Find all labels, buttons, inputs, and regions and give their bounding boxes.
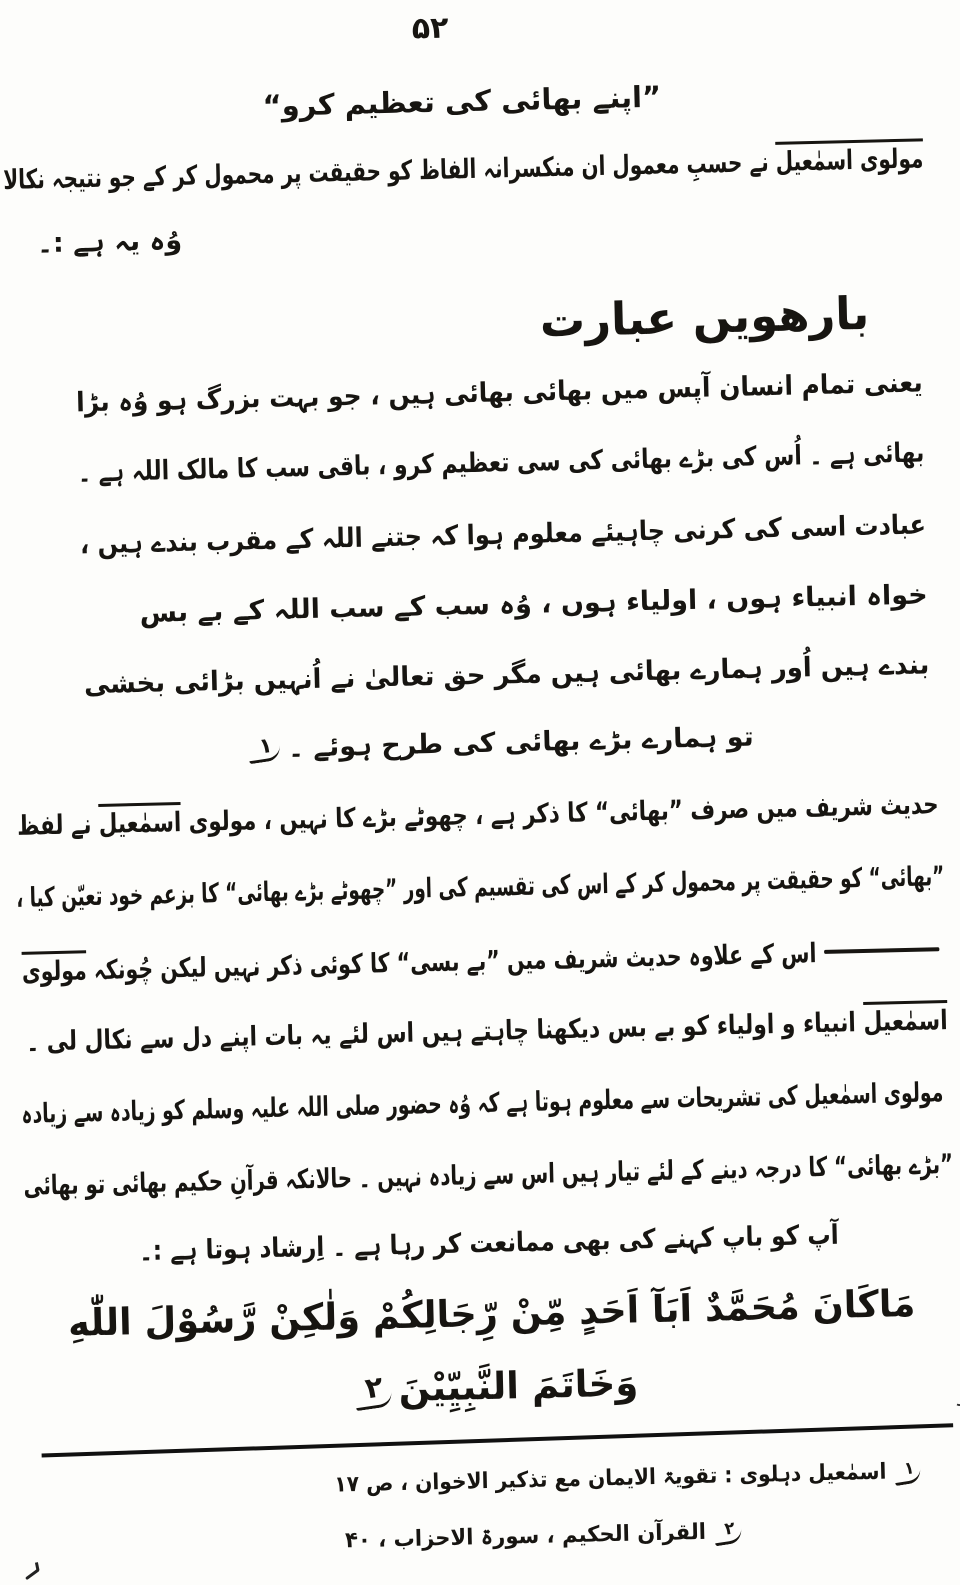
section-heading: بارھویں عبارت [539,286,870,348]
footnote-separator [42,1423,954,1457]
stray-mark [957,1392,960,1408]
commentary1-line-3a: اس کے علاوہ حدیث شریف میں ”بے بسی“ کا کوئی ذکر نہیں لیکن چُونکہ [86,938,817,987]
passage-line-6-text: تو ہمارے بڑے بھائی کی طرح ہوئے ۔ [287,721,755,764]
commentary2-line-2: ”بڑے بھائی“ کا درجہ دینے کے لئے تیار ہیں اس سے زیادہ نہیں ۔ حالانکہ قرآنِ حکیم بھائی تو بھائی [23,1148,954,1202]
passage-line-4: خواہ انبیاء ہوں ، اولیاء ہوں ، وُہ سب کے سب اللہ کے بے بس [139,579,928,629]
footnote-2-text: القرآن الحکیم ، سورۃ الاحزاب ، ۴۰ [344,1519,707,1554]
verse-line-2 [252,1354,733,1419]
commentary1-line-4b: انبیاء و اولیاء کو بے بس دیکھنا چاہتے ہیں اس لئے یہ بات اپنے دل سے نکال لی ۔ [25,1007,864,1058]
commentary2-line-1: مولوی اسمٰعیل کی تشریحات سے معلوم ہوتا ہے کہ وُہ حضور صلی اللہ علیہ وسلم کو زیادہ سے زیادہ [21,1077,944,1130]
verse-line-1: مَاكَانَ مُحَمَّدٌ اَبَآ اَحَدٍ مِّنْ رِّجَالِكُمْ وَلٰكِنْ رَّسُوْلَ اللّٰهِ [67,1281,916,1345]
footnote-2 [344,1516,750,1557]
commentary1-line-1a: حدیث شریف میں صرف ”بھائی“ کا ذکر ہے ، چھوٹے بڑے کا نہیں ، مولوی [180,789,939,839]
commentary1-line-1b: نے لفظ [16,808,100,842]
intro-line-2: وُہ یہ ہے :۔ [36,224,183,260]
blank-dash [824,947,939,954]
intro-line-1 [2,139,924,197]
verse-line-2-text: وَخَاتَمَ النَّبِيِّيْنَ [398,1361,639,1411]
commentary1-line-1 [16,785,939,842]
author-name: اسمٰعیل [863,1000,948,1038]
passage-line-5: بندے ہیں اُور ہمارے بھائی ہیں مگر حق تعالیٰ نے اُنہیں بڑائی بخشی [83,649,930,701]
passage-line-3: عبادت اسی کی کرنی چاہیئے معلوم ہوا کہ جتنے اللہ کے مقرب بندے ہیں ، [79,509,927,561]
commentary1-line-3 [21,931,945,988]
page-number: ۵۲ [411,10,449,47]
passage-line-1: یعنی تمام انسان آپس میں بھائی بھائی ہیں ، جو بہت بزرگ ہو وُہ بڑا [75,367,923,419]
author-name: اسمٰعیل [98,802,181,840]
author-name: مولوی اسمٰعیل [775,138,924,177]
commentary2-line-3: آپ کو باپ کہنے کی بھی ممانعت کر رہا ہے ۔ اِرشاد ہوتا ہے :۔ [138,1219,840,1268]
footnote-1 [334,1456,929,1501]
intro-line-1-text: نے حسبِ معمول ان منکسرانہ الفاظ کو حقیقت پر محمول کر کے جو نتیجہ نکالا [2,146,776,197]
commentary1-line-4 [25,1001,949,1058]
footnote-sign-icon: ۱ [246,732,282,764]
commentary1-line-2: ”بھائی“ کو حقیقت پر محمول کر کے اس کی تقسیم کی اور ”چھوٹے بڑے بھائی“ کا بزعم خود تعیّن کیا ، [15,861,945,914]
opening-quote: ”اپنے بھائی کی تعظیم کرو“ [262,79,662,123]
passage-line-2: بھائی ہے ۔ اُس کی بڑے بھائی کی سی تعظیم کرو ، باقی سب کا مالک اللہ ہے ۔ [77,437,925,489]
footnote-sign-icon: ۲ [712,1518,743,1546]
footnote-sign-icon: ۲ [351,1370,392,1411]
author-name: مولوی [21,950,87,988]
footnote-sign-icon: ۱ [892,1458,922,1486]
stray-mark [25,1568,40,1580]
passage-line-6 [207,717,788,770]
footnote-1-text: اسمٰعیل دہلوی : تقویۃ الایمان مع تذکیر الاخوان ، ص ۱۷ [334,1459,887,1498]
